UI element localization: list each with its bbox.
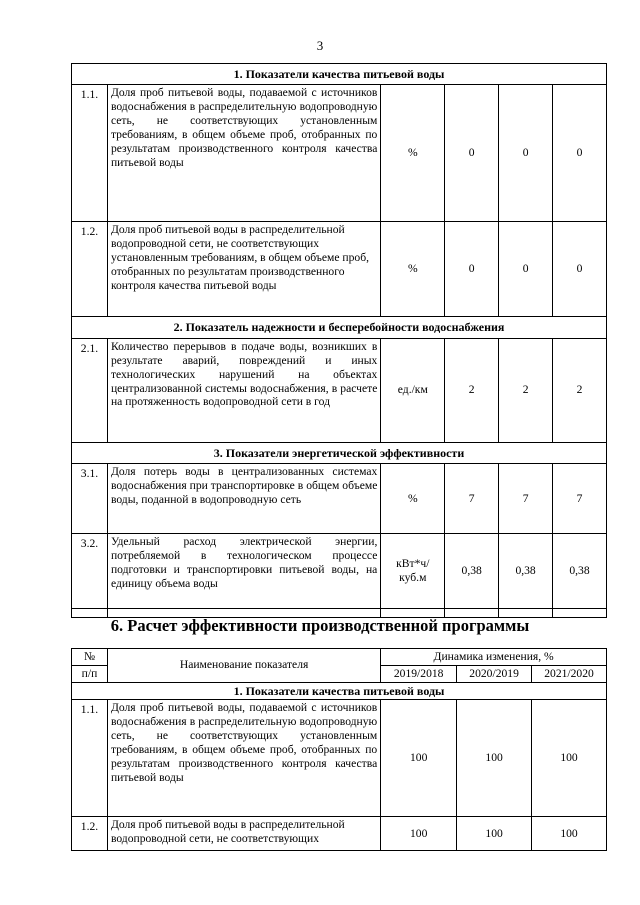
value-cell: 0 [499, 222, 553, 317]
value-cell: 0 [445, 85, 499, 222]
row-number: 1.2. [72, 222, 108, 317]
table-row [72, 534, 607, 609]
value-cell: 100 [381, 700, 457, 817]
indicator-name: Доля проб питьевой воды, подаваемой с источников водоснабжения в распределительную водопроводную сеть, не соответствующих установленным требованиям, в общем объеме проб, отобранных по результатам производственного контроля качества питьевой воды [107, 700, 380, 817]
row-number: 3.2. [72, 534, 108, 609]
value-cell: 0 [553, 85, 607, 222]
value-cell: 100 [457, 700, 532, 817]
col-name-header: Наименование показателя [107, 649, 380, 683]
value-cell: 100 [532, 700, 607, 817]
value-cell: 0,38 [553, 534, 607, 609]
indicator-name: Количество перерывов в подаче воды, возникших в результате аварий, повреждений и иных технологических нарушений на объектах централизованной системы водоснабжения, в расчете на протяженность водопроводной сети в год [107, 338, 380, 442]
indicator-name: Удельный расход электрической энергии, потребляемой в технологическом процессе подготовки и транспортировки питьевой воды, на единицу объема воды [107, 534, 380, 609]
col-num-header: № [72, 649, 108, 666]
row-number: 1.1. [72, 85, 108, 222]
table-row [72, 222, 607, 317]
section-title: 2. Показатель надежности и бесперебойности водоснабжения [72, 317, 607, 338]
value-cell: 100 [532, 817, 607, 851]
section-header-row [72, 64, 607, 85]
section-title: 1. Показатели качества питьевой воды [72, 64, 607, 85]
section-title: 3. Показатели энергетической эффективности [72, 442, 607, 463]
unit-cell: % [381, 85, 445, 222]
indicator-name: Доля проб питьевой воды в распределительной водопроводной сети, не соответствующих [107, 817, 380, 851]
page-number: 3 [316, 38, 324, 53]
unit-cell: кВт*ч/ куб.м [381, 534, 445, 609]
value-cell: 7 [553, 464, 607, 534]
table-row [72, 700, 607, 817]
efficiency-table [71, 648, 607, 851]
row-number: 1.1. [72, 700, 108, 817]
col-dynamics-header: Динамика изменения, % [381, 649, 607, 666]
value-cell: 0,38 [445, 534, 499, 609]
header-row [72, 649, 607, 666]
value-cell: 2 [499, 338, 553, 442]
table-row [72, 817, 607, 851]
table-row [72, 85, 607, 222]
unit-cell: ед./км [381, 338, 445, 442]
row-number: 2.1. [72, 338, 108, 442]
year-header: 2019/2018 [381, 665, 457, 682]
value-cell: 0,38 [499, 534, 553, 609]
row-number: 3.1. [72, 464, 108, 534]
value-cell: 0 [445, 222, 499, 317]
quality-indicators-table [71, 63, 607, 618]
indicator-name: Доля потерь воды в централизованных системах водоснабжения при транспортировке в общем объеме воды, поданной в водопроводную сеть [107, 464, 380, 534]
col-num-subheader: п/п [72, 665, 108, 682]
unit-cell: % [381, 222, 445, 317]
value-cell: 7 [499, 464, 553, 534]
section-heading: 6. Расчет эффективности производственной программы [110, 616, 530, 635]
indicator-name: Доля проб питьевой воды в распределительной водопроводной сети, не соответствующих установленным требованиям, в общем объеме проб, отобранных по результатам производственного контроля качества питьевой воды [107, 222, 380, 317]
value-cell: 100 [381, 817, 457, 851]
value-cell: 2 [553, 338, 607, 442]
section-header-row [72, 682, 607, 699]
row-number: 1.2. [72, 817, 108, 851]
value-cell: 100 [457, 817, 532, 851]
section-header-row [72, 442, 607, 463]
unit-cell: % [381, 464, 445, 534]
year-header: 2020/2019 [457, 665, 532, 682]
value-cell: 2 [445, 338, 499, 442]
value-cell: 0 [499, 85, 553, 222]
table-row [72, 338, 607, 442]
indicator-name: Доля проб питьевой воды, подаваемой с источников водоснабжения в распределительную водопроводную сеть, не соответствующих установленным требованиям, в общем объеме проб, отобранных по результатам производственного контроля качества питьевой воды [107, 85, 380, 222]
value-cell: 0 [553, 222, 607, 317]
year-header: 2021/2020 [532, 665, 607, 682]
section-header-row [72, 317, 607, 338]
table-row [72, 464, 607, 534]
section-title: 1. Показатели качества питьевой воды [72, 682, 607, 699]
value-cell: 7 [445, 464, 499, 534]
